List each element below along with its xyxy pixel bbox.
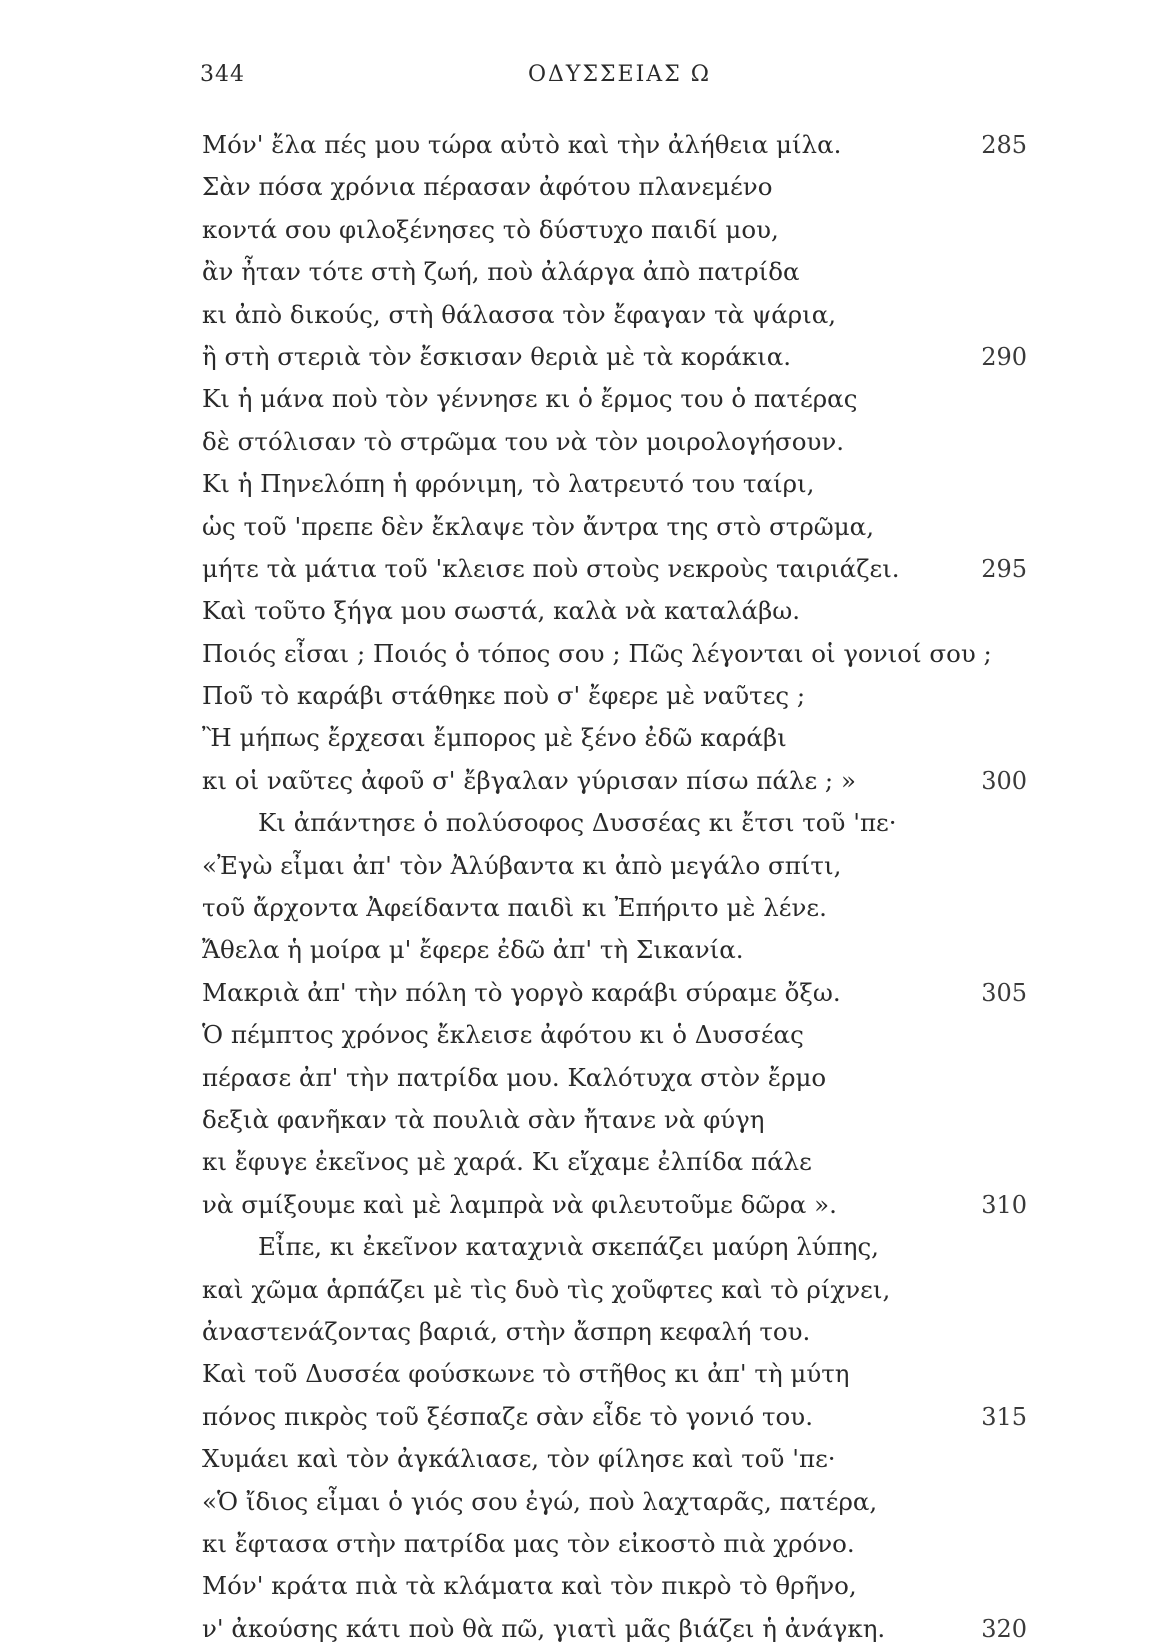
verse-line — [0, 929, 1157, 971]
verse-text: κοντά σου φιλοξένησες τὸ δύστυχο παιδί μου, — [202, 214, 779, 244]
verse-text: κι ἔφτασα στὴν πατρίδα μας τὸν εἰκοστὸ πιὰ χρόνο. — [202, 1528, 855, 1558]
line-number: 305 — [981, 978, 1027, 1007]
verse-line — [0, 675, 1157, 717]
verse-text: κι οἱ ναῦτες ἀφοῦ σ' ἔβγαλαν γύρισαν πίσω πάλε ; » — [202, 765, 856, 795]
verse-line — [0, 1481, 1157, 1523]
verse-line — [0, 1438, 1157, 1480]
verse-line — [0, 1184, 1157, 1226]
verse-line — [0, 717, 1157, 759]
verse-line — [0, 1565, 1157, 1607]
verse-line — [0, 1226, 1157, 1268]
verse-text: ἀναστενάζοντας βαριά, στὴν ἄσπρη κεφαλή του. — [202, 1316, 811, 1346]
verse-line — [0, 166, 1157, 208]
verse-text: κι ἔφυγε ἐκεῖνος μὲ χαρά. Κι εἴχαμε ἐλπίδα πάλε — [202, 1147, 812, 1177]
verse-text: κι ἀπὸ δικούς, στὴ θάλασσα τὸν ἔφαγαν τὰ ψάρια, — [202, 299, 837, 329]
verse-text: ἂν ἦταν τότε στὴ ζωή, ποὺ ἀλάργα ἀπὸ πατρίδα — [202, 257, 800, 287]
verse-line — [0, 209, 1157, 251]
line-number: 290 — [981, 342, 1027, 371]
verse-text: δεξιὰ φανῆκαν τὰ πουλιὰ σὰν ἤτανε νὰ φύγη — [202, 1104, 765, 1134]
verse-text: Μόν' ἔλα πές μου τώρα αὐτὸ καὶ τὴν ἀλήθεια μίλα. — [202, 130, 842, 159]
verse-text: «Ἐγὼ εἶμαι ἀπ' τὸν Ἀλύβαντα κι ἀπὸ μεγάλο σπίτι, — [202, 850, 842, 880]
verse-line — [0, 251, 1157, 293]
verse-text: πόνος πικρὸς τοῦ ξέσπαζε σὰν εἶδε τὸ γονιό του. — [202, 1401, 813, 1431]
verse-text: Ἢ μήπως ἔρχεσαι ἔμπορος μὲ ξένο ἐδῶ καράβι — [202, 723, 787, 753]
line-number: 315 — [981, 1402, 1027, 1431]
verse-text: Μακριὰ ἀπ' τὴν πόλη τὸ γοργὸ καράβι σύραμε ὄξω. — [202, 977, 841, 1007]
verse-line — [0, 1396, 1157, 1438]
verse-text: πέρασε ἀπ' τὴν πατρίδα μου. Καλότυχα στὸν ἔρμο — [202, 1062, 827, 1092]
verse-text: Εἶπε, κι ἐκεῖνον καταχνιὰ σκεπάζει μαύρη λύπης, — [258, 1232, 879, 1262]
line-number: 310 — [981, 1190, 1027, 1219]
verse-text: Ὁ πέμπτος χρόνος ἔκλεισε ἀφότου κι ὁ Δυσσέας — [202, 1020, 804, 1050]
verse-line — [0, 1099, 1157, 1141]
verse-line — [0, 1311, 1157, 1353]
verse-text: δὲ στόλισαν τὸ στρῶμα του νὰ τὸν μοιρολογήσουν. — [202, 426, 845, 456]
verse-text: Κι ἡ μάνα ποὺ τὸν γέννησε κι ὁ ἔρμος του ὁ πατέρας — [202, 384, 858, 414]
verse-text: «Ὁ ἴδιος εἶμαι ὁ γιός σου ἐγώ, ποὺ λαχταρᾶς, πατέρα, — [202, 1486, 878, 1516]
verse-line — [0, 590, 1157, 632]
verse-text: Σὰν πόσα χρόνια πέρασαν ἀφότου πλανεμένο — [202, 172, 773, 202]
verse-line — [0, 887, 1157, 929]
verse-line — [0, 124, 1157, 166]
verse-line — [0, 1523, 1157, 1565]
verse-line — [0, 294, 1157, 336]
verse-line — [0, 1608, 1157, 1650]
verse-line — [0, 1141, 1157, 1183]
verse-line — [0, 1269, 1157, 1311]
verse-text: μήτε τὰ μάτια τοῦ 'κλεισε ποὺ στοὺς νεκροὺς ταιριάζει. — [202, 553, 900, 583]
verse-text: Χυμάει καὶ τὸν ἀγκάλιασε, τὸν φίλησε καὶ τοῦ 'πε· — [202, 1444, 836, 1474]
verse-list — [0, 124, 1157, 1650]
verse-text: Ποῦ τὸ καράβι στάθηκε ποὺ σ' ἔφερε μὲ ναῦτες ; — [202, 681, 806, 711]
verse-line — [0, 378, 1157, 420]
verse-text: Καὶ τοῦ Δυσσέα φούσκωνε τὸ στῆθος κι ἀπ' τὴ μύτη — [202, 1359, 850, 1389]
line-number: 285 — [981, 131, 1027, 159]
verse-line — [0, 1014, 1157, 1056]
verse-line — [0, 633, 1157, 675]
verse-line — [0, 1353, 1157, 1395]
verse-line — [0, 506, 1157, 548]
verse-line — [0, 1057, 1157, 1099]
line-number: 320 — [981, 1614, 1027, 1643]
verse-line — [0, 802, 1157, 844]
verse-text: Καὶ τοῦτο ξήγα μου σωστά, καλὰ νὰ καταλάβω. — [202, 596, 801, 626]
verse-text: Κι ἀπάντησε ὁ πολύσοφος Δυσσέας κι ἔτσι τοῦ 'πε· — [258, 808, 897, 838]
verse-text: ν' ἀκούσης κάτι ποὺ θὰ πῶ, γιατὶ μᾶς βιάζει ἡ ἀνάγκη. — [202, 1613, 886, 1643]
verse-line — [0, 463, 1157, 505]
verse-text: νὰ σμίξουμε καὶ μὲ λαμπρὰ νὰ φιλευτοῦμε δῶρα ». — [202, 1189, 837, 1219]
verse-line — [0, 336, 1157, 378]
verse-line — [0, 548, 1157, 590]
line-number: 295 — [981, 554, 1027, 583]
verse-text: ἢ στὴ στεριὰ τὸν ἔσκισαν θεριὰ μὲ τὰ κοράκια. — [202, 341, 792, 371]
verse-text: Κι ἡ Πηνελόπη ἡ φρόνιμη, τὸ λατρευτό του ταίρι, — [202, 469, 815, 499]
verse-text: Μόν' κράτα πιὰ τὰ κλάματα καὶ τὸν πικρὸ τὸ θρῆνο, — [202, 1571, 857, 1601]
verse-line — [0, 760, 1157, 802]
verse-text: τοῦ ἄρχοντα Ἀφείδαντα παιδὶ κι Ἐπήριτο μὲ λένε. — [202, 893, 827, 923]
running-head: ΟΔΥΣΣΕΙΑΣ Ω — [528, 62, 711, 87]
verse-line — [0, 972, 1157, 1014]
verse-text: Ἄθελα ἡ μοίρα μ' ἔφερε ἐδῶ ἀπ' τὴ Σικανία. — [202, 935, 744, 965]
verse-line — [0, 845, 1157, 887]
verse-text: καὶ χῶμα ἁρπάζει μὲ τὶς δυὸ τὶς χοῦφτες καὶ τὸ ρίχνει, — [202, 1274, 891, 1304]
verse-text: Ποιός εἶσαι ; Ποιός ὁ τόπος σου ; Πῶς λέγονται οἱ γονιοί σου ; — [202, 638, 992, 668]
line-number: 300 — [981, 766, 1027, 795]
page-number: 344 — [200, 62, 245, 87]
verse-text: ὡς τοῦ 'πρεπε δὲν ἔκλαψε τὸν ἄντρα της στὸ στρῶμα, — [202, 511, 874, 541]
verse-line — [0, 421, 1157, 463]
